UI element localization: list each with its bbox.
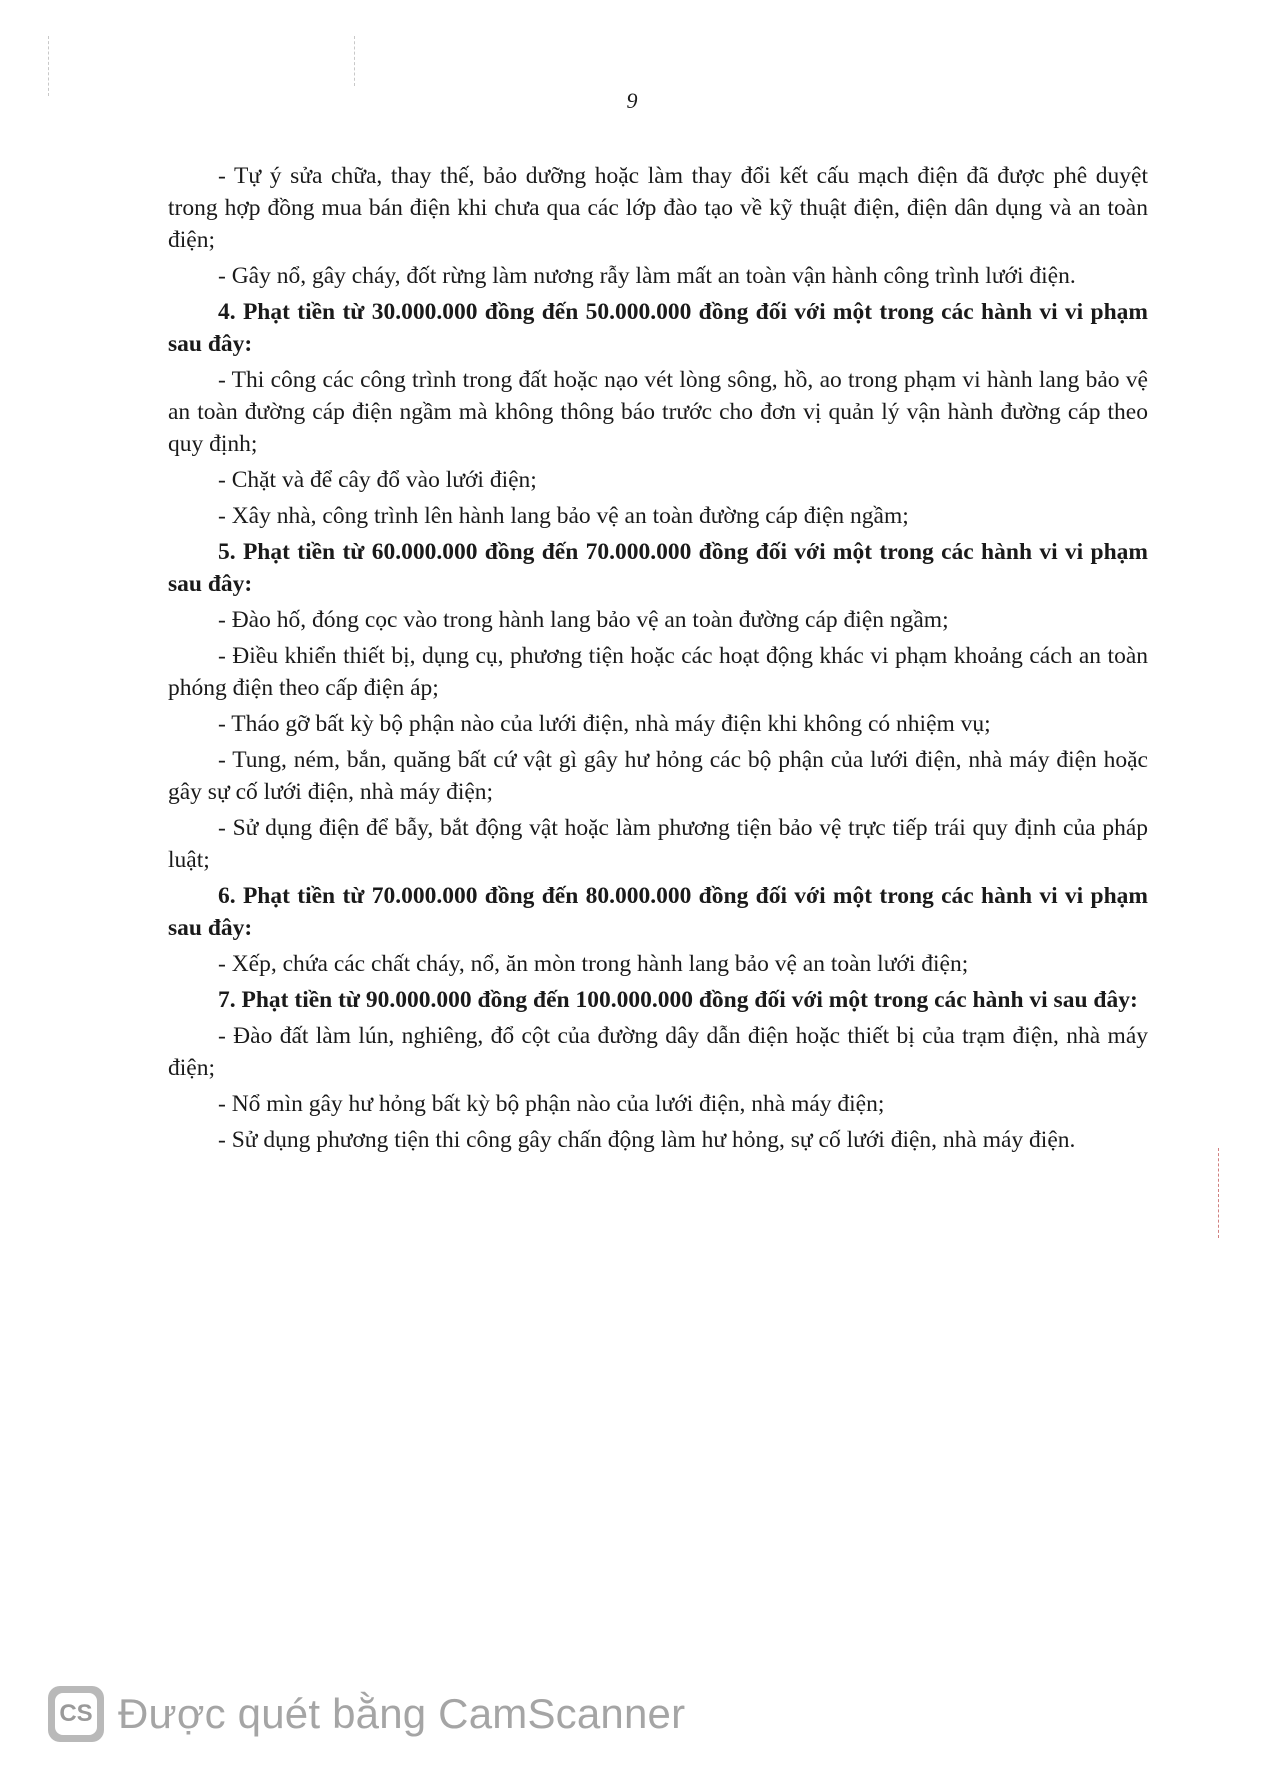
camscanner-logo-text: CS [55, 1693, 97, 1735]
paragraph: - Sử dụng điện để bẫy, bắt động vật hoặc làm phương tiện bảo vệ trực tiếp trái quy định của pháp luật; [168, 815, 1148, 873]
paragraph: - Xây nhà, công trình lên hành lang bảo vệ an toàn đường cáp điện ngầm; [218, 503, 909, 529]
paragraph: - Thi công các công trình trong đất hoặc nạo vét lòng sông, hồ, ao trong phạm vi hành lang bảo vệ an toàn đường cáp điện ngầm mà không thông báo trước cho đơn vị quản lý vận hành đường cáp theo quy định; [168, 367, 1148, 457]
camscanner-logo-icon [48, 1686, 104, 1742]
page-number: 9 [626, 88, 638, 113]
section-heading: 4. Phạt tiền từ 30.000.000 đồng đến 50.000.000 đồng đối với một trong các hành vi vi phạm sau đây: [168, 299, 1148, 357]
paragraph: - Tung, ném, bắn, quăng bất cứ vật gì gây hư hỏng các bộ phận của lưới điện, nhà máy điện hoặc gây sự cố lưới điện, nhà máy điện; [168, 747, 1148, 805]
paragraph: - Nổ mìn gây hư hỏng bất kỳ bộ phận nào của lưới điện, nhà máy điện; [218, 1091, 885, 1117]
scan-edge-mark-right [1218, 1148, 1219, 1238]
paragraph: - Chặt và để cây đổ vào lưới điện; [218, 467, 537, 493]
paragraph: - Tháo gỡ bất kỳ bộ phận nào của lưới điện, nhà máy điện khi không có nhiệm vụ; [218, 711, 991, 737]
scan-edge-mark-left [48, 36, 49, 96]
section-heading: 5. Phạt tiền từ 60.000.000 đồng đến 70.000.000 đồng đối với một trong các hành vi vi phạm sau đây: [168, 539, 1148, 597]
paragraph: - Gây nổ, gây cháy, đốt rừng làm nương rẫy làm mất an toàn vận hành công trình lưới điện. [218, 263, 1076, 289]
scan-edge-mark-top [354, 36, 355, 86]
document-body [168, 160, 1148, 1160]
camscanner-text: Được quét bằng CamScanner [118, 1690, 686, 1737]
camscanner-watermark [48, 1686, 685, 1742]
paragraph: - Xếp, chứa các chất cháy, nổ, ăn mòn trong hành lang bảo vệ an toàn lưới điện; [218, 951, 969, 977]
paragraph: - Điều khiển thiết bị, dụng cụ, phương tiện hoặc các hoạt động khác vi phạm khoảng cách an toàn phóng điện theo cấp điện áp; [168, 643, 1148, 701]
paragraph: - Tự ý sửa chữa, thay thế, bảo dưỡng hoặc làm thay đổi kết cấu mạch điện đã được phê duyệt trong hợp đồng mua bán điện khi chưa qua các lớp đào tạo về kỹ thuật điện, điện dân dụng và an toàn điện; [168, 163, 1148, 253]
paragraph: - Đào hố, đóng cọc vào trong hành lang bảo vệ an toàn đường cáp điện ngầm; [218, 607, 949, 633]
paragraph: - Sử dụng phương tiện thi công gây chấn động làm hư hỏng, sự cố lưới điện, nhà máy điện. [218, 1127, 1076, 1153]
section-heading: 7. Phạt tiền từ 90.000.000 đồng đến 100.000.000 đồng đối với một trong các hành vi sau đây: [218, 987, 1138, 1013]
section-heading: 6. Phạt tiền từ 70.000.000 đồng đến 80.000.000 đồng đối với một trong các hành vi vi phạm sau đây: [168, 883, 1148, 941]
paragraph: - Đào đất làm lún, nghiêng, đổ cột của đường dây dẫn điện hoặc thiết bị của trạm điện, nhà máy điện; [168, 1023, 1148, 1081]
